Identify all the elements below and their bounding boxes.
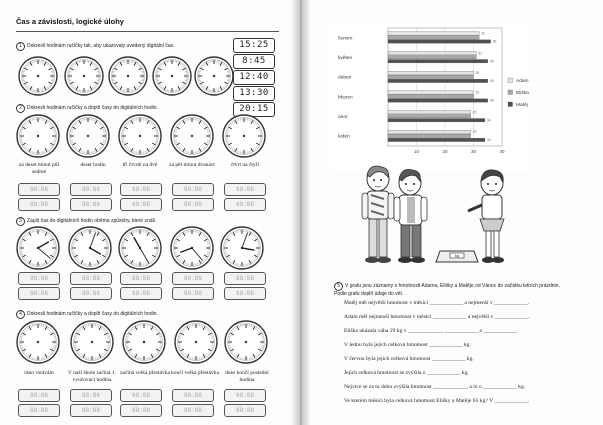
task-2-instruction: [16, 104, 158, 113]
task-4-clock-3[interactable]: [121, 319, 167, 365]
chart-data-label-únor-Adam: 29: [472, 110, 477, 115]
chart-bar-květen-Matěj: [388, 60, 488, 63]
task-4-display-4[interactable]: 88:88: [172, 389, 214, 402]
chart-bar-duben-Eliška: [388, 75, 474, 78]
chart-bar-květen-Eliška: [388, 56, 476, 59]
legend-label-Eliška: Eliška: [516, 91, 529, 96]
chart-bar-leden-Adam: [388, 130, 471, 133]
chart-data-label-duben-Matěj: 35: [489, 78, 494, 83]
task-4-display-1[interactable]: 88:88: [18, 389, 60, 402]
children-illustration: [350, 165, 510, 275]
chart-bar-únor-Adam: [388, 111, 471, 114]
task-2-clock-5[interactable]: [221, 113, 267, 159]
task-4-instruction: [16, 310, 158, 319]
task-4-display-6[interactable]: 88:88: [18, 404, 60, 417]
task-4-caption-5: dnes končí poslední hodina: [225, 370, 269, 383]
chart-data-label-červen-Adam: 32: [481, 31, 485, 36]
task-2-caption-2: deset hodin: [80, 162, 106, 168]
task-3-clock-1[interactable]: [15, 225, 61, 271]
task-4-clock-4[interactable]: [173, 319, 219, 365]
task-4-display-8[interactable]: 88:88: [120, 404, 162, 417]
chart-bar-červen-Matěj: [388, 40, 491, 43]
chart-category-duben: duben: [338, 75, 352, 81]
left-page: [0, 0, 300, 425]
task-3-display-6[interactable]: 88:88: [18, 287, 60, 300]
chart-bar-březen-Eliška: [388, 95, 474, 98]
task-4-clock-2[interactable]: [69, 319, 115, 365]
task-5-line-1: V grafu jsou záznamy o hmotnosti Adama, Elišky a Matěje od Vánoc do začátku letních prázdnin.: [345, 283, 560, 289]
question-1: Matěj měl největší hmotnost v měsíci ____________ a nejmenší v ____________.: [344, 300, 530, 306]
legend-swatch-Matěj: [508, 102, 513, 107]
task-2-clock-1[interactable]: [15, 113, 61, 159]
boy-matej-figure: [394, 169, 427, 263]
task-3-display-3[interactable]: 88:88: [120, 272, 162, 285]
task-3-display-10[interactable]: 88:88: [224, 287, 266, 300]
task-3-text: Zapiš čas do digitálních hodin oběma způsoby, které znáš.: [27, 218, 157, 224]
chart-category-leden: leden: [338, 134, 350, 140]
task-2-display-9[interactable]: 88:88: [172, 198, 214, 211]
task-1-clock-1[interactable]: [17, 55, 59, 97]
chart-bar-červen-Eliška: [388, 36, 479, 39]
task-2-display-2[interactable]: 88:88: [70, 183, 112, 196]
task-4-clock-1[interactable]: [15, 319, 61, 365]
task-3-number: 3: [16, 217, 25, 226]
digital-clock-2: 8:45: [233, 54, 275, 69]
question-7: Nejvíce se za tu dobu zvýšila hmotnost ____________, a to o ____________ kg.: [344, 384, 526, 390]
chart-data-label-březen-Adam: 30: [475, 90, 480, 95]
task-3-display-8[interactable]: 88:88: [120, 287, 162, 300]
boy-adam-figure: [362, 166, 394, 263]
task-1-text: Dokresli hodinám ručičky tak, aby ukazovaly uvedený digitální čas.: [27, 43, 175, 49]
task-1-instruction: [16, 42, 175, 51]
task-2-text: Dokresli hodinám ručičky a doplň časy do digitálních hodin.: [27, 105, 158, 111]
title-rule: [16, 31, 279, 32]
chart-bar-květen-Adam: [388, 52, 476, 55]
chart-bar-leden-Eliška: [388, 134, 471, 137]
task-3-display-1[interactable]: 88:88: [18, 272, 60, 285]
task-2-display-3[interactable]: 88:88: [120, 183, 162, 196]
chart-bar-únor-Matěj: [388, 119, 485, 122]
question-5: V červnu byla jejich celková hmotnost ____________ kg.: [344, 356, 474, 362]
chart-data-label-leden-Adam: 29: [472, 129, 477, 134]
chart-data-label-květen-Adam: 31: [478, 51, 483, 56]
chart-bar-duben-Matěj: [388, 79, 488, 82]
question-3: Eliška ukázala váha 29 kg v ____________, ____________ a ____________.: [344, 328, 519, 334]
bathroom-scale: [436, 251, 478, 262]
legend-label-Adam: Adam: [516, 79, 529, 84]
task-2-clock-4[interactable]: [169, 113, 215, 159]
task-4-text: Dokresli hodinám ručičky a doplň časy do digitálních hodin.: [27, 311, 158, 317]
chart-category-květen: květen: [338, 56, 353, 61]
chart-bar-duben-Adam: [388, 71, 474, 74]
task-3-display-2[interactable]: 88:88: [70, 272, 112, 285]
task-2-display-5[interactable]: 88:88: [224, 183, 266, 196]
weight-bar-chart: [330, 22, 530, 172]
task-2-caption-1: za deset minut půl sedmé: [18, 162, 60, 175]
task-4-caption-2: V naší škole začíná 1. vyučovací hodina: [67, 370, 116, 383]
task-5-number: 5: [334, 282, 343, 291]
task-2-display-8[interactable]: 88:88: [120, 198, 162, 211]
task-2-number: 2: [16, 104, 25, 113]
chart-bar-leden-Matěj: [388, 138, 485, 141]
task-2-caption-5: čtvrt na čtyři: [230, 162, 260, 168]
page-title: Čas a závislosti, logické úlohy: [16, 17, 124, 26]
legend-swatch-Adam: [508, 78, 513, 83]
legend-swatch-Eliška: [508, 90, 513, 95]
task-1-clock-4[interactable]: [151, 55, 193, 97]
task-2-caption-3: tři čtvrtě na dvě: [122, 162, 158, 168]
task-3-clock-4[interactable]: [169, 225, 215, 271]
task-4-number: 4: [16, 310, 25, 319]
question-2: Adam měl nejmenší hmotnost v měsíci ____________ a největší v ____________.: [344, 314, 530, 320]
chart-bar-březen-Adam: [388, 91, 474, 94]
task-3-display-5[interactable]: 88:88: [224, 272, 266, 285]
task-2-display-7[interactable]: 88:88: [70, 198, 112, 211]
chart-xtick-20: 20: [442, 149, 448, 154]
question-8: Ve kterém měsíci byla celková hmotnost Elišky a Matěje 65 kg? V ____________.: [344, 398, 530, 404]
task-5-line-2: Podle grafu doplň údaje do vět.: [334, 291, 404, 297]
task-1-number: 1: [16, 42, 25, 51]
task-4-display-5[interactable]: 88:88: [224, 389, 266, 402]
chart-data-label-červen-Matěj: 36: [492, 39, 497, 44]
chart-data-label-duben-Adam: 30: [475, 70, 480, 75]
task-2-display-4[interactable]: 88:88: [172, 183, 214, 196]
chart-bar-únor-Eliška: [388, 115, 471, 118]
chart-xtick-10: 10: [413, 149, 420, 154]
digital-clock-3: 12:40: [233, 70, 275, 85]
task-4-caption-3: začíná velká přestávka: [120, 370, 170, 376]
task-2-caption-4: za pět minut dvanáct: [169, 162, 215, 168]
task-3-display-7[interactable]: 88:88: [70, 287, 112, 300]
task-4-caption-4: končí velká přestávka: [171, 370, 219, 376]
chart-category-červen: červen: [338, 36, 353, 42]
task-4-display-10[interactable]: 88:88: [224, 404, 266, 417]
girl-eliska-figure: [468, 170, 504, 263]
legend-label-Matěj: Matěj: [516, 103, 528, 108]
digital-clock-4: 13:30: [233, 86, 275, 101]
task-2-display-6[interactable]: 88:88: [18, 198, 60, 211]
task-4-caption-1: ráno vstávám: [24, 370, 54, 376]
digital-clock-1: 15:25: [233, 38, 275, 53]
task-4-display-2[interactable]: 88:88: [70, 389, 112, 402]
task-5-instruction: [334, 282, 592, 297]
chart-bar-březen-Matěj: [388, 99, 488, 102]
book-gutter: [291, 0, 311, 425]
task-3-clock-2[interactable]: [67, 225, 113, 271]
task-1-clock-3[interactable]: [107, 55, 149, 97]
task-3-clock-5[interactable]: [219, 225, 265, 271]
task-2-clock-2[interactable]: [65, 113, 111, 159]
task-1-clock-2[interactable]: [63, 55, 105, 97]
task-4-display-9[interactable]: 88:88: [172, 404, 214, 417]
task-4-display-3[interactable]: 88:88: [120, 389, 162, 402]
chart-xtick-40: 40: [499, 149, 505, 154]
chart-category-únor: únor: [338, 115, 348, 120]
chart-category-březen: březen: [338, 95, 353, 101]
task-3-display-9[interactable]: 88:88: [172, 287, 214, 300]
chart-data-label-únor-Matěj: 34: [486, 118, 491, 123]
task-2-display-1[interactable]: 88:88: [18, 183, 60, 196]
question-6: Jejich celková hmotnost se zvýšila o ____________ kg.: [344, 370, 469, 376]
question-4: V lednu byla jejich celková hmotnost ____________ kg.: [344, 342, 471, 348]
chart-data-label-leden-Matěj: 34: [486, 137, 491, 142]
scale-kg-label: kg: [454, 254, 460, 259]
task-2-display-10[interactable]: 88:88: [224, 198, 266, 211]
task-1-clock-5[interactable]: [193, 55, 235, 97]
chart-data-label-březen-Matěj: 35: [489, 98, 494, 103]
task-2-clock-3[interactable]: [117, 113, 163, 159]
task-3-display-4[interactable]: 88:88: [172, 272, 214, 285]
digital-clock-5: 20:15: [233, 102, 275, 117]
chart-bar-červen-Adam: [388, 32, 479, 35]
chart-data-label-květen-Matěj: 35: [489, 59, 494, 64]
task-3-clock-3[interactable]: [117, 225, 163, 271]
chart-xtick-30: 30: [470, 149, 477, 154]
task-4-clock-5[interactable]: [223, 319, 269, 365]
task-4-display-7[interactable]: 88:88: [70, 404, 112, 417]
